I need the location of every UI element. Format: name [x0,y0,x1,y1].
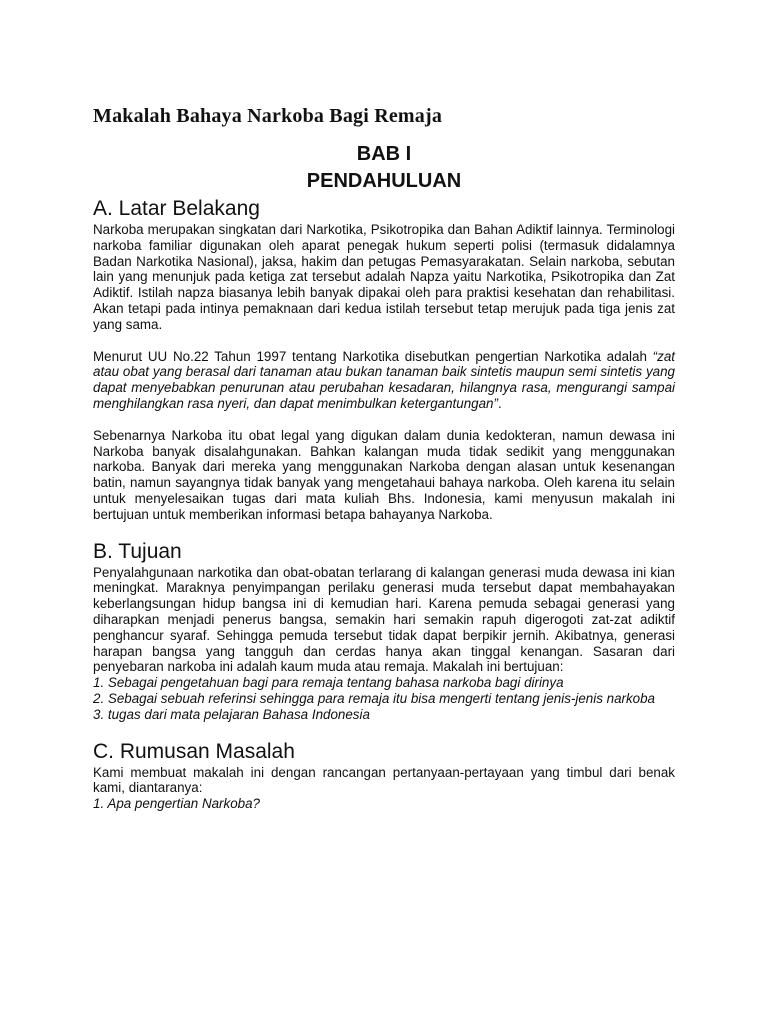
list-item: 2. Sebagai sebuah referinsi sehingga para remaja itu bisa mengerti tentang jenis-jenis narkoba [93,690,656,706]
paragraph-rumusan: Kami membuat makalah ini dengan rancangan pertanyaan-pertayaan yang timbul dari benak kami, diantaranya: [93,764,675,796]
list-item: 1. Sebagai pengetahuan bagi para remaja tentang bahasa narkoba bagi dirinya [93,675,564,691]
paragraph-uu-definition [93,349,675,412]
chapter-title: PENDAHULUAN [306,170,462,192]
paragraph-tujuan: Penyalahgunaan narkotika dan obat-obatan terlarang di kalangan generasi muda dewasa ini kian meningkat. Maraknya penyimpangan perilaku generasi muda tersebut dapat membahayakan keberlangsungan hidup bangsa ini di kemudian hari. Karena pemuda sebagai generasi yang diharapkan menjadi penerus bangsa, semakin hari semakin rapuh digerogoti zat-zat adiktif penghancur syaraf. Sehingga pemuda tersebut tidak dapat berpikir jernih. Akibatnya, generasi harapan bangsa yang tangguh dan cerdas hanya akan tinggal kenangan. Sasaran dari penyebaran narkoba ini adalah kaum muda atau remaja. Makalah ini bertujuan: [93,564,675,675]
paragraph-narkoba-definition: Narkoba merupakan singkatan dari Narkotika, Psikotropika dan Bahan Adiktif lainnya. Terminologi narkoba familiar digunakan oleh aparat penegak hukum seperti polisi (termasuk didalamnya Badan Narkotika Nasional), jaksa, hakim dan petugas Pemasyarakatan. Selain narkoba, sebutan lain yang menunjuk pada ketiga zat tersebut adalah Napza yaitu Narkotika, Psikotropika dan Zat Adiktif. Istilah napza biasanya lebih banyak dipakai oleh para praktisi kesehatan dan rehabilitasi. Akan tetapi pada intinya pemaknaan dari kedua istilah tersebut tetap merujuk pada tiga jenis zat yang sama. [93,222,675,332]
list-item: 1. Apa pengertian Narkoba? [93,796,261,812]
section-heading-latar-belakang: A. Latar Belakang [93,197,260,220]
uu-end-text: . [497,395,502,411]
uu-quote-text: “zat atau obat yang berasal dari tanaman atau bukan tanaman baik sintetis maupun semi sintetis yang dapat menyebabkan penurunan atau perubahan kesadaran, hilangnya rasa, mengurangi sampai menghilangkan rasa nyeri, dan dapat menimbulkan ketergantungan” [93,348,675,411]
list-item: 3. tugas dari mata pelajaran Bahasa Indonesia [93,706,370,722]
uu-lead-text: Menurut UU No.22 Tahun 1997 tentang Narkotika disebutkan pengertian Narkotika adalah [93,348,653,364]
chapter-number: BAB I [356,143,412,165]
document-title: Makalah Bahaya Narkoba Bagi Remaja [93,105,443,127]
section-heading-rumusan-masalah: C. Rumusan Masalah [93,739,295,763]
paragraph-background-purpose: Sebenarnya Narkoba itu obat legal yang digukan dalam dunia kedokteran, namun dewasa ini Narkoba banyak disalahgunakan. Bahkan kalangan muda tidak sedikit yang menggunakan narkoba. Banyak dari mereka yang menggunakan Narkoba dengan alasan untuk kesenangan batin, namun sayangnya tidak banyak yang mengetahaui bahaya narkoba. Oleh karena itu selain untuk menyelesaikan tugas dari mata kuliah Bhs. Indonesia, kami menyusun makalah ini bertujuan untuk memberikan informasi betapa bahayanya Narkoba. [93,427,675,522]
section-heading-tujuan: B. Tujuan [93,539,182,563]
